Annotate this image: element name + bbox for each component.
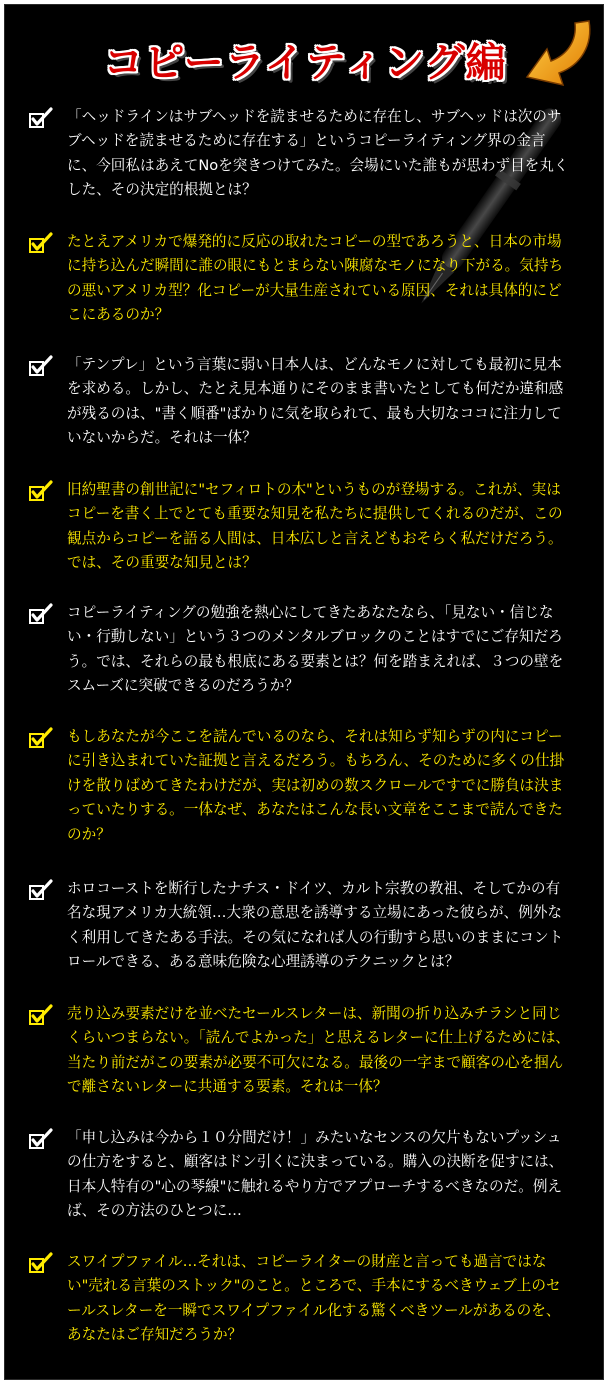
checkmark-icon [29,107,53,129]
checkmark-icon [29,603,53,625]
page-title: コピーライティング編 [103,40,507,86]
checkmark-icon [29,879,53,901]
header [5,5,604,100]
list-item-text: 「申し込みは今から１０分間だけ！」みたいなセンスの欠片もないプッシュの仕方をすると、顧客はドン引くに決まっている。購入の決断を促すには、日本人特有の"心の琴線"に触れるやり方でアプローチするべきなのだ。例えば、その方法のひとつに… [67,1129,564,1220]
list-item-text: スワイプファイル…それは、コピーライターの財産と言っても過言ではない"売れる言葉のストック"のこと。ところで、手本にするべきウェブ上のセールスレターを一瞬でスワイプファイル化する驚くべきツールがあるのを、あなたはご存知だろうか？ [67,1253,561,1344]
list-item-text: 売り込み要素だけを並べたセールスレターは、新聞の折り込みチラシと同じくらいつまらない。「読んでよかった」と思えるレターに仕上げるためには、当たり前だがこの要素が必要不可欠になる。最後の一字まで顧客の心を掴んで離さないレターに共通する要素。それは一体？ [67,1005,570,1096]
list-item-text: 「テンプレ」という言葉に弱い日本人は、どんなモノに対しても最初に見本を求める。しかし、たとえ見本通りにそのまま書いたとしても何だか違和感が残るのは、"書く順番"ばかりに気を取られて、最も大切なココに注力していないからだ。それは一体？ [67,356,564,447]
list-item-text: コピーライティングの勉強を熱心にしてきたあなたなら、「見ない・信じない・行動しない」という３つのメンタルブロックのことはすでにご存知だろう。では、それらの最も根底にある要素とは？何を踏まえれば、３つの壁をスムーズに突破できるのだろうか？ [67,604,564,695]
list-item-text: 旧約聖書の創世記に"セフィロトの木"というものが登場する。これが、実はコピーを書く上でとても重要な知見を私たちに提供してくれるのだが、この観点からコピーを語る人間は、日本広しと言えどもおそらく私だけだろう。では、その重要な知見とは？ [67,481,563,572]
checkmark-icon [29,727,53,749]
list-item-text: ホロコーストを断行したナチス・ドイツ、カルト宗教の教祖、そしてかの有名な現アメリカ大統領…大衆の意思を誘導する立場にあった彼らが、例外なく利用してきたある手法。その気になれば人の行動すら思いのままにコントロールできる、ある意味危険な心理誘導のテクニックとは？ [67,880,564,971]
checkmark-icon [29,355,53,377]
checkmark-icon [29,1252,53,1274]
list-item-text: たとえアメリカで爆発的に反応の取れたコピーの型であろうと、日本の市場に持ち込んだ瞬間に誰の眼にもとまらない陳腐なモノになり下がる。気持ちの悪いアメリカ型？化コピーが大量生産されている原因、それは具体的にどこにあるのか？ [67,233,564,324]
checkmark-icon [29,1004,53,1026]
checkmark-icon [29,232,53,254]
content-panel [4,4,604,1380]
list-item-text: もしあなたが今ここを読んでいるのなら、それは知らず知らずの内にコピーに引き込まれていた証拠と言えるだろう。もちろん、そのために多くの仕掛けを散りばめてきたわけだが、実は初めの数スクロールですでに勝負は決まっていたりする。一体なぜ、あなたはこんな長い文章をここまで読んできたのか？ [67,728,565,843]
checkmark-icon [29,1128,53,1150]
list-item-text: 「ヘッドラインはサブヘッドを読ませるために存在し、サブヘッドは次のサブヘッドを読ませるために存在する」というコピーライティング界の金言に、今回私はあえてNoを突きつけてみた。会場にいた誰もが思わず目を丸くした、その決定的根拠とは？ [67,108,569,199]
curved-arrow-icon [519,15,595,95]
checkmark-icon [29,480,53,502]
